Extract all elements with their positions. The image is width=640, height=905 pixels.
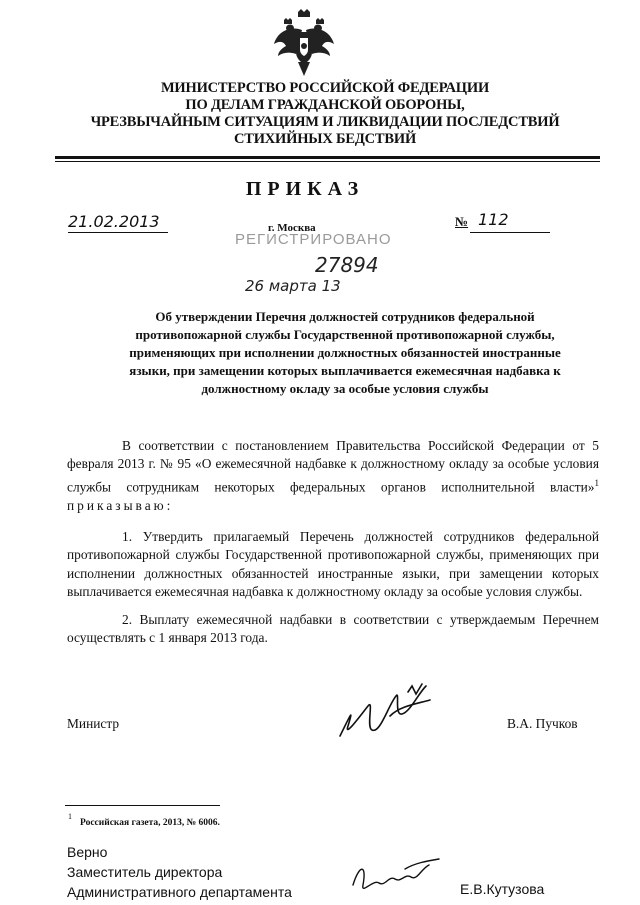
order-number: 112 [478, 210, 509, 229]
header-divider [55, 156, 600, 159]
preamble-text: В соответствии с постановлением Правительства Российской Федерации от 5 февраля 2013 г. № 95 «О ежемесячной надбавке к должностному окладу за особые условия службы сотрудникам некоторых федеральных органов исполнительной власти» [67, 438, 599, 495]
certifier-name: Е.В.Кутузова [460, 881, 545, 897]
footnote-reference: 1 [594, 477, 599, 488]
minister-signature [330, 676, 450, 756]
ministry-line: МИНИСТЕРСТВО РОССИЙСКОЙ ФЕДЕРАЦИИ [160, 80, 490, 96]
order-number-label: № [455, 214, 469, 229]
date-underline [68, 232, 168, 233]
certifier-signature [345, 855, 445, 900]
subject-line: языки, при замещении которых выплачивается ежемесячная надбавка к [129, 363, 561, 378]
footnote-divider [65, 805, 220, 806]
clause-1-paragraph: 1. Утвердить прилагаемый Перечень должностей сотрудников федеральной противопожарной службы Государственной противопожарной службы, применяющих при исполнении должностных обязанностей иностранные языки, при замещении которых выплачивается ежемесячная надбавка к должностному окладу за особые условия службы. [67, 529, 599, 600]
order-title: ПРИКАЗ [245, 178, 365, 200]
stamp-reg-date: 26 марта 13 [245, 277, 341, 295]
header-divider-thin [55, 161, 600, 162]
certification-line: Заместитель директора [67, 864, 223, 880]
stamp-registered-text: РЕГИСТРИРОВАНО [235, 231, 392, 248]
preamble-paragraph [67, 437, 599, 515]
subject-line: должностному окладу за особые условия службы [201, 381, 489, 396]
order-city: г. Москва [268, 222, 316, 234]
ministry-line: СТИХИЙНЫХ БЕДСТВИЙ [233, 131, 417, 147]
certification-block [67, 842, 292, 902]
order-date: 21.02.2013 [68, 212, 160, 231]
subject-line: применяющих при исполнении должностных обязанностей иностранные [129, 345, 561, 360]
number-underline [470, 232, 550, 233]
order-word: приказываю: [67, 497, 174, 513]
clause-2-paragraph: 2. Выплату ежемесячной надбавки в соответствии с утверждаемым Перечнем осуществлять с 1 января 2013 года. [67, 612, 599, 646]
certification-line: Административного департамента [67, 884, 292, 900]
ministry-line: ПО ДЕЛАМ ГРАЖДАНСКОЙ ОБОРОНЫ, [185, 97, 465, 113]
subject-line: противопожарной службы Государственной противопожарной службы, [135, 327, 555, 342]
signatory-position: Министр [67, 716, 120, 731]
ministry-line: ЧРЕЗВЫЧАЙНЫМ СИТУАЦИЯМ И ЛИКВИДАЦИИ ПОСЛЕДСТВИЙ [90, 114, 560, 130]
registration-stamp [215, 205, 415, 295]
footnote-text: Российская газета, 2013, № 6006. [80, 818, 220, 828]
subject-line: Об утверждении Перечня должностей сотрудников федеральной [155, 309, 535, 324]
ministry-header [60, 80, 590, 148]
certification-line: Верно [67, 844, 108, 860]
coat-of-arms-emblem [272, 8, 336, 78]
signatory-name: В.А. Пучков [507, 716, 578, 731]
stamp-reg-number: 27894 [315, 253, 379, 277]
order-subject [110, 308, 580, 398]
footnote-mark: 1 [68, 812, 72, 821]
